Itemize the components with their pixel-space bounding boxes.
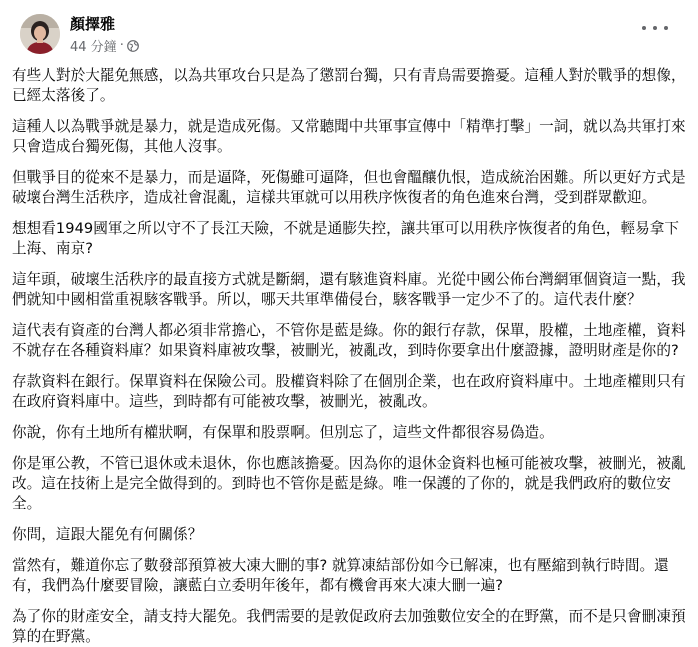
post-paragraph: 存款資料在銀行。保單資料在保險公司。股權資料除了在個別企業，也在政府資料庫中。土地產權則只有在政府資料庫中。這些，到時都有可能被攻擊，被刪光，被亂改。 bbox=[12, 373, 686, 410]
post-paragraph: 這種人以為戰爭就是暴力，就是造成死傷。又常聽聞中共軍事宣傳中「精準打擊」一詞，就以為共軍打來只會造成台獨死傷，其他人沒事。 bbox=[12, 118, 686, 155]
more-options-icon[interactable] bbox=[642, 20, 668, 36]
post-paragraph: 這代表有資產的台灣人都必須非常擔心，不管你是藍是綠。你的銀行存款，保單，股權，土地產權，資料不就存在各種資料庫？如果資料庫被攻擊，被刪光，被亂改，到時你要拿出什麼證據，證明財產是你的? bbox=[12, 322, 686, 359]
post-meta bbox=[70, 36, 139, 55]
post-paragraph: 這年頭，破壞生活秩序的最直接方式就是斷網，還有駭進資料庫。光從中國公佈台灣網軍個資這一點，我們就知中國相當重視駭客戰爭。所以，哪天共軍準備侵台，駭客戰爭一定少不了的。這代表什麼？ bbox=[12, 271, 686, 308]
author-avatar[interactable] bbox=[20, 14, 60, 54]
post-header bbox=[12, 0, 686, 66]
post-body bbox=[12, 66, 686, 647]
author-name[interactable]: 顏擇雅 bbox=[70, 15, 116, 33]
post-paragraph: 為了你的財產安全，請支持大罷免。我們需要的是敦促政府去加強數位安全的在野黨，而不是只會刪凍預算的在野黨。 bbox=[12, 608, 686, 645]
post-paragraph: 有些人對於大罷免無感，以為共軍攻台只是為了懲罰台獨，只有青鳥需要擔憂。這種人對於戰爭的想像，已經太落後了。 bbox=[12, 67, 686, 104]
post-paragraph: 你是軍公教，不管已退休或未退休，你也應該擔憂。因為你的退休金資料也極可能被攻擊，被刪光，被亂改。這在技術上是完全做得到的。到時也不管你是藍是綠。唯一保護的了你的，就是我們政府的數位安全。 bbox=[12, 455, 686, 512]
post-paragraph: 你說，你有土地所有權狀啊，有保單和股票啊。但別忘了，這些文件都很容易偽造。 bbox=[12, 424, 554, 441]
post-paragraph: 想想看1949國軍之所以守不了長江天險，不就是通膨失控，讓共軍可以用秩序恢復者的角色，輕易拿下上海、南京? bbox=[12, 220, 680, 257]
post-paragraph: 你問，這跟大罷免有何關係？ bbox=[12, 526, 203, 543]
avatar-photo bbox=[20, 14, 60, 54]
post-paragraph: 但戰爭目的從來不是暴力，而是逼降，死傷雖可逼降，但也會醞釀仇恨，造成統治困難。所以更好方式是破壞台灣生活秩序，造成社會混亂，這樣共軍就可以用秩序恢復者的角色進來台灣，受到群眾歡迎。 bbox=[12, 169, 686, 206]
post-timestamp[interactable]: 44 分鐘 bbox=[70, 40, 117, 55]
globe-icon[interactable] bbox=[127, 40, 139, 52]
post-paragraph: 當然有，難道你忘了數發部預算被大凍大刪的事? 就算凍結部份如今已解凍，也有壓縮到執行時間。還有，我們為什麼要冒險，讓藍白立委明年後年，都有機會再來大凍大刪一遍? bbox=[12, 557, 669, 594]
meta-separator: · bbox=[119, 38, 124, 53]
